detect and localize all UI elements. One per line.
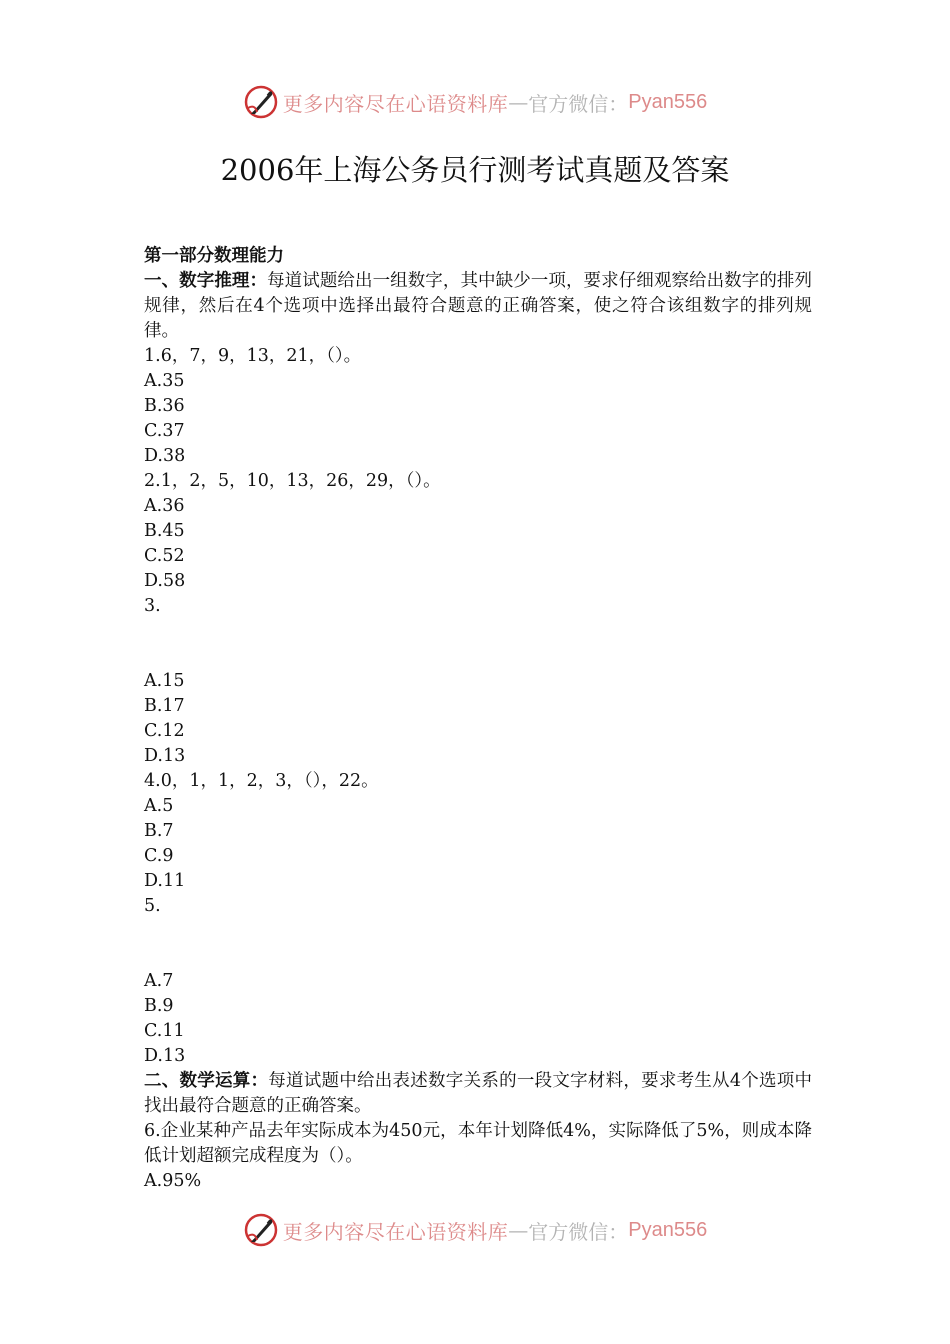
- question-2-option-d: D.58: [144, 571, 186, 591]
- question-2-option-a: A.36: [144, 496, 185, 516]
- question-3-option-d: D.13: [144, 746, 186, 766]
- question-3-figure-space: [144, 619, 812, 669]
- question-2-stem: 2.1，2，5，10，13，26，29，（）。: [144, 471, 441, 491]
- banner-separator: —: [508, 1218, 529, 1242]
- banner-text: 更多内容尽在心语资料库: [282, 91, 509, 116]
- document-body: [144, 244, 812, 1194]
- question-4-option-d: D.11: [144, 871, 186, 891]
- question-1-option-b: B.36: [144, 396, 185, 416]
- footer-banner: [0, 1210, 950, 1250]
- question-6-stem: 6.企业某种产品去年实际成本为450元，本年计划降低4%，实际降低了5%，则成本降低计划超额完成程度为（）。: [144, 1121, 812, 1166]
- question-1-option-d: D.38: [144, 446, 186, 466]
- question-4-option-b: B.7: [144, 821, 174, 841]
- section2-label: 二、数学运算：: [144, 1071, 269, 1091]
- question-1-option-a: A.35: [144, 371, 185, 391]
- feather-pen-logo-icon: [243, 1212, 279, 1248]
- question-4-option-a: A.5: [144, 796, 174, 816]
- question-5-option-d: D.13: [144, 1046, 186, 1066]
- banner-wechat-id: Pyan556: [628, 90, 708, 113]
- section1-text: 每道试题给出一组数字，其中缺少一项，要求仔细观察给出数字的排列规律，然后在4个选项中选择出最符合题意的正确答案，使之符合该组数字的排列规律。: [144, 271, 813, 341]
- question-1-stem: 1.6，7，9，13，21，（）。: [144, 346, 362, 366]
- question-5-option-c: C.11: [144, 1021, 185, 1041]
- section1-intro: [144, 269, 812, 344]
- question-4-stem: 4.0，1，1，2，3，（），22。: [144, 771, 379, 791]
- section2-intro: [144, 1069, 812, 1119]
- banner-separator: —: [508, 90, 529, 114]
- question-2-option-b: B.45: [144, 521, 185, 541]
- question-5-option-b: B.9: [144, 996, 174, 1016]
- feather-pen-logo-icon: [243, 84, 279, 120]
- part-heading: 第一部分数理能力: [144, 246, 284, 266]
- banner-subtitle: 官方微信：: [528, 91, 629, 116]
- header-banner: [0, 82, 950, 122]
- question-6-option-a: A.95%: [144, 1171, 202, 1191]
- question-3-option-c: C.12: [144, 721, 185, 741]
- question-4-option-c: C.9: [144, 846, 174, 866]
- banner-wechat-id: Pyan556: [628, 1218, 708, 1241]
- question-3-option-b: B.17: [144, 696, 185, 716]
- question-3-stem: 3.: [144, 596, 161, 616]
- question-3-option-a: A.15: [144, 671, 185, 691]
- banner-subtitle: 官方微信：: [528, 1219, 629, 1244]
- banner-text: 更多内容尽在心语资料库: [282, 1219, 509, 1244]
- section1-label: 一、数字推理：: [144, 271, 268, 291]
- question-2-option-c: C.52: [144, 546, 185, 566]
- question-5-figure-space: [144, 919, 812, 969]
- question-1-option-c: C.37: [144, 421, 185, 441]
- question-5-option-a: A.7: [144, 971, 174, 991]
- document-title: 2006年上海公务员行测考试真题及答案: [220, 153, 730, 187]
- question-5-stem: 5.: [144, 896, 161, 916]
- section2-text: 每道试题中给出表述数字关系的一段文字材料，要求考生从4个选项中找出最符合题意的正确答案。: [144, 1071, 813, 1116]
